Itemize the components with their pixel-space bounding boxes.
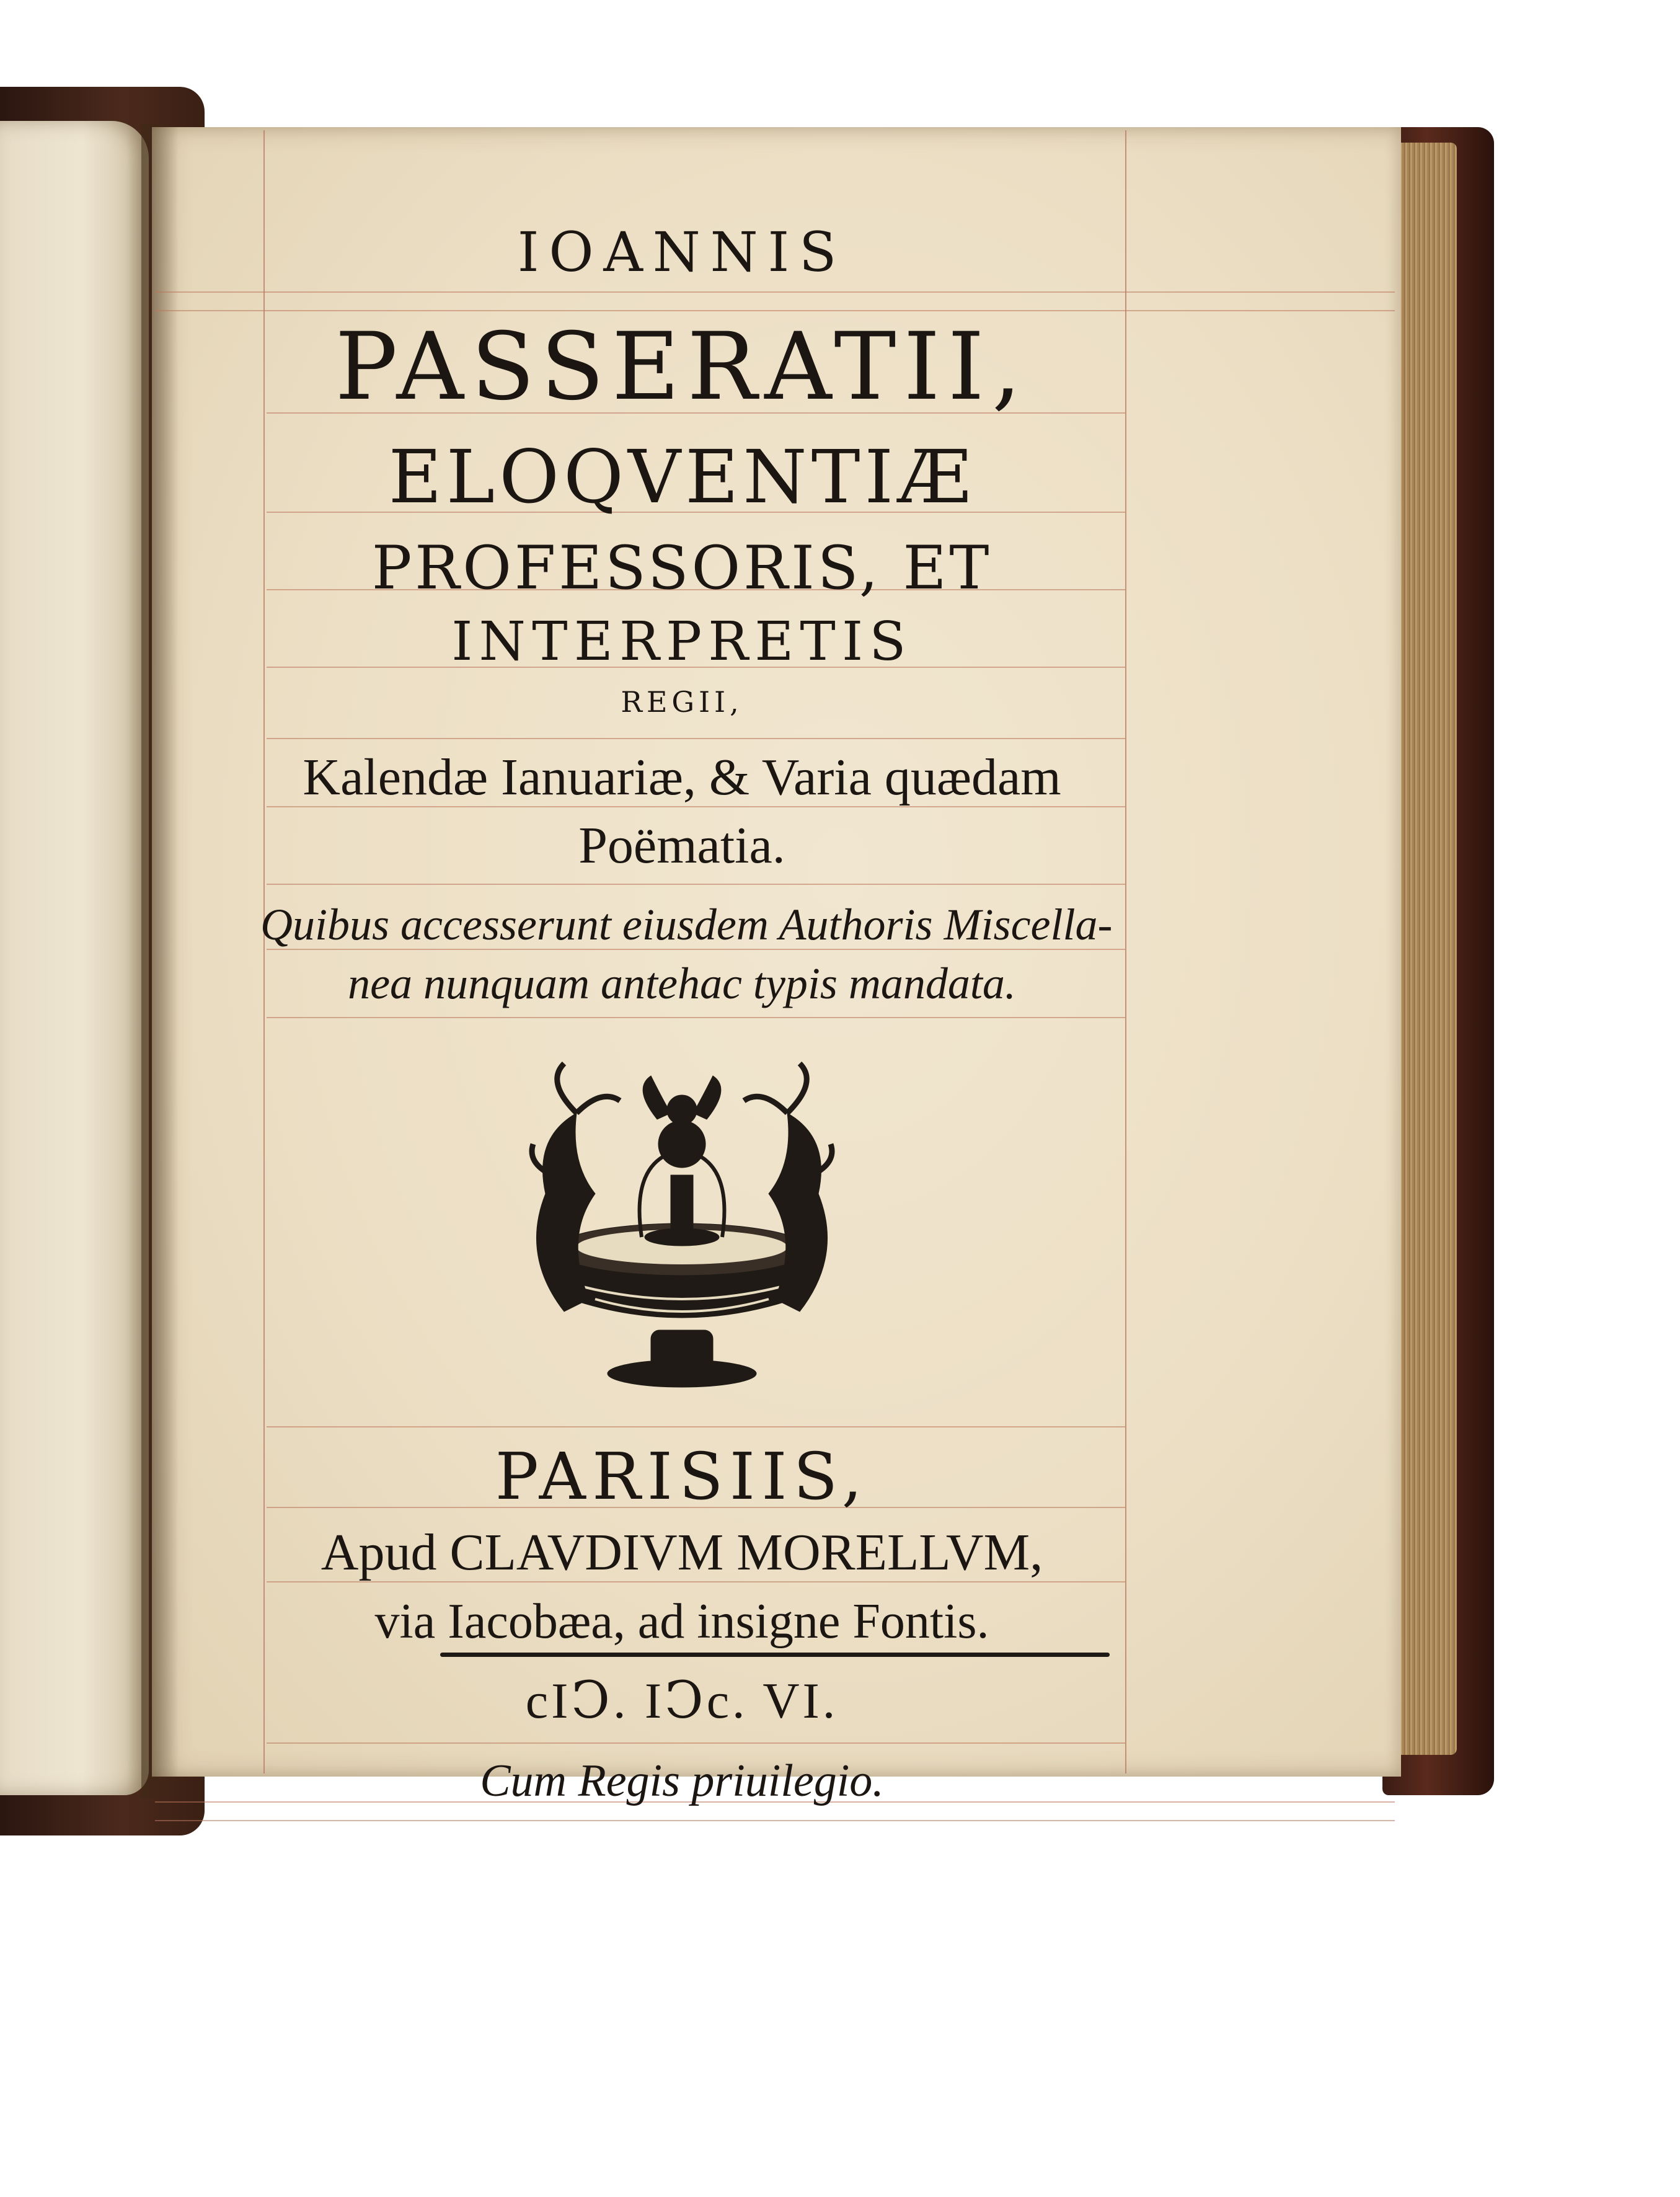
- ruling-horizontal: [267, 1426, 1125, 1427]
- imprint-date: cIↃ. IↃc. VI.: [525, 1672, 839, 1729]
- title-line-2: PROFESSORIS, ET: [371, 533, 993, 603]
- title-line-3: INTERPRETIS: [451, 611, 913, 673]
- ruling-horizontal: [267, 1017, 1125, 1018]
- fountain-woodcut-device: [508, 1051, 855, 1398]
- subtitle-line-1: Kalendæ Ianuariæ, & Varia quædam: [303, 748, 1061, 806]
- ruling-vertical-right: [1125, 130, 1126, 1773]
- additional-text-line-2: nea nunquam antehac typis mandata.: [348, 959, 1016, 1008]
- author-last-name: PASSERATII,: [335, 313, 1029, 421]
- author-first-name: IOANNIS: [517, 220, 847, 284]
- title-line-1: ELOQVENTIÆ: [388, 434, 976, 520]
- left-flyleaf-page: [0, 121, 149, 1795]
- gutter-shadow: [141, 124, 179, 1798]
- subtitle-line-2: Poëmatia.: [578, 817, 785, 874]
- ruling-horizontal: [267, 738, 1125, 739]
- additional-text-line-1: Quibus accesserunt eiusdem Authoris Miscella-: [260, 900, 1113, 949]
- ruling-horizontal: [155, 291, 1395, 293]
- page-edges: [1398, 143, 1457, 1755]
- ruling-horizontal: [267, 884, 1125, 885]
- imprint-printer: Apud CLAVDIVM MORELLVM,: [321, 1524, 1043, 1581]
- ruling-horizontal: [155, 1820, 1395, 1821]
- ruling-horizontal: [267, 1742, 1125, 1744]
- title-line-4: REGII,: [621, 685, 743, 719]
- privilege-statement: Cum Regis priuilegio.: [480, 1755, 884, 1806]
- imprint-place: PARISIIS,: [495, 1439, 869, 1514]
- ruling-horizontal: [155, 310, 1395, 311]
- imprint-divider-rule: [440, 1653, 1110, 1657]
- imprint-address: via Iacobæa, ad insigne Fontis.: [374, 1594, 989, 1649]
